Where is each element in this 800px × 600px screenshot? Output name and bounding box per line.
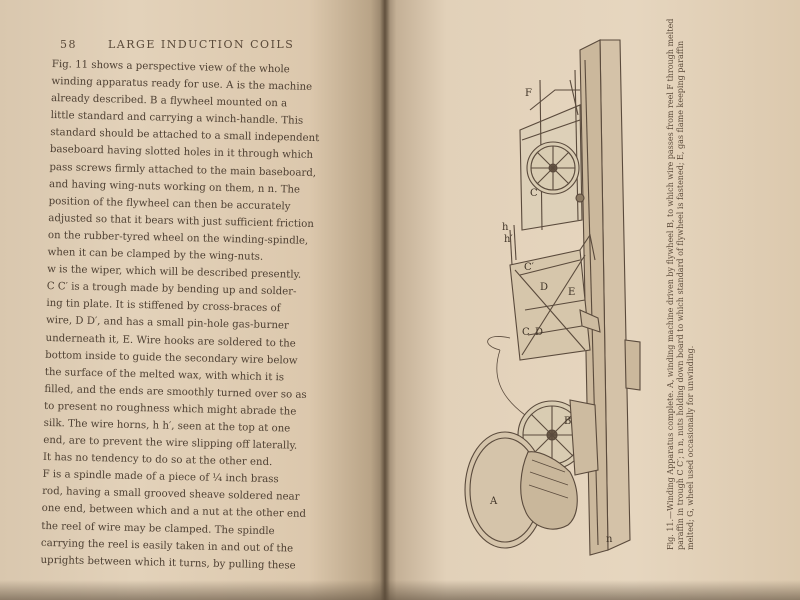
text-line: wire, D D′, and has a small pin-hole gas-burner [45,315,289,332]
text-line: bottom inside to guide the secondary wire below [45,349,298,367]
running-head-title: LARGE INDUCTION COILS [108,38,295,51]
label-A: A [490,496,498,507]
text-line: winding apparatus ready for use. A is the machine [51,76,313,94]
text-line: underneath it, E. Wire hooks are soldered to the [45,332,296,350]
text-line: silk. The wire horns, h h′, seen at the top at one [43,417,291,435]
text-line: the reel of wire may be clamped. The spindle [41,520,275,537]
label-C: C [530,188,538,199]
label-B: B [564,416,572,427]
text-line: baseboard having slotted holes in it through which [49,144,314,162]
text-line: when it can be clamped by the wing-nuts. [47,246,264,263]
label-D-prime: D [540,282,549,293]
text-line: adjusted so that it bears with just sufficient friction [48,212,314,230]
text-line: carrying the reel is easily taken in and out of the [40,537,294,555]
label-F: F [525,88,532,99]
text-line: little standard and carrying a winch-handle. This [50,110,304,127]
text-line: the surface of the melted wax, with which it is [44,366,285,384]
text-line: It has no tendency to do so at the other end. [42,452,273,469]
figure-caption-area [666,18,726,560]
text-line: position of the flywheel can then be accurately [48,195,291,213]
body-text [40,56,332,575]
label-D: D [535,327,544,338]
figure-caption [666,18,696,550]
text-line: F is a spindle made of a piece of ¼ inch brass [42,469,279,486]
book-gutter [380,0,390,600]
label-C-lower: C [522,327,530,338]
text-line: rod, having a small grooved sheave soldered near [41,486,300,504]
text-line: end, are to prevent the wire slipping off laterally. [43,434,298,452]
text-line: to present no roughness which might abrade the [43,400,297,418]
label-C-prime: C′ [524,262,534,273]
label-E: E [568,287,576,298]
text-line: pass screws firmly attached to the main baseboard, [49,161,317,179]
text-line: standard should be attached to a small independent [50,127,320,145]
caption-line: paraffin in trough C C′; n n, nuts holding down board to which standard of flywheel is fastened; E, gas flame keeping paraffin [676,40,685,550]
page-number: 58 [60,38,77,51]
text-line: Fig. 11 shows a perspective view of the whole [51,58,290,76]
text-line: ing tin plate. It is stiffened by cross-braces of [46,298,281,315]
caption-line: melted; G, wheel used occasionally for unwinding. [686,345,695,550]
text-line: w is the wiper, which will be described presently. [47,264,302,281]
label-h-prime: h′ [504,234,513,245]
text-line: filled, and the ends are smoothly turned over so as [44,383,307,401]
text-line: on the rubber-tyred wheel on the winding-spindle, [47,229,309,247]
text-line: one end, between which and a nut at the other end [41,503,307,521]
label-h: h [502,222,509,233]
caption-line: Fig. 11.—Winding Apparatus complete. A, winding machine driven by flywheel B, to which wire passes from reel F through melted [666,18,675,550]
text-line: and having wing-nuts working on them, n n. The [48,178,301,196]
text-line: already described. B a flywheel mounted on a [50,93,288,110]
label-n: n [606,534,613,545]
page-bottom-shadow [0,580,800,600]
text-line: C C′ is a trough made by bending up and solder- [46,281,297,298]
text-line: uprights between which it turns, by pulling these [40,554,296,572]
left-page [0,0,386,600]
